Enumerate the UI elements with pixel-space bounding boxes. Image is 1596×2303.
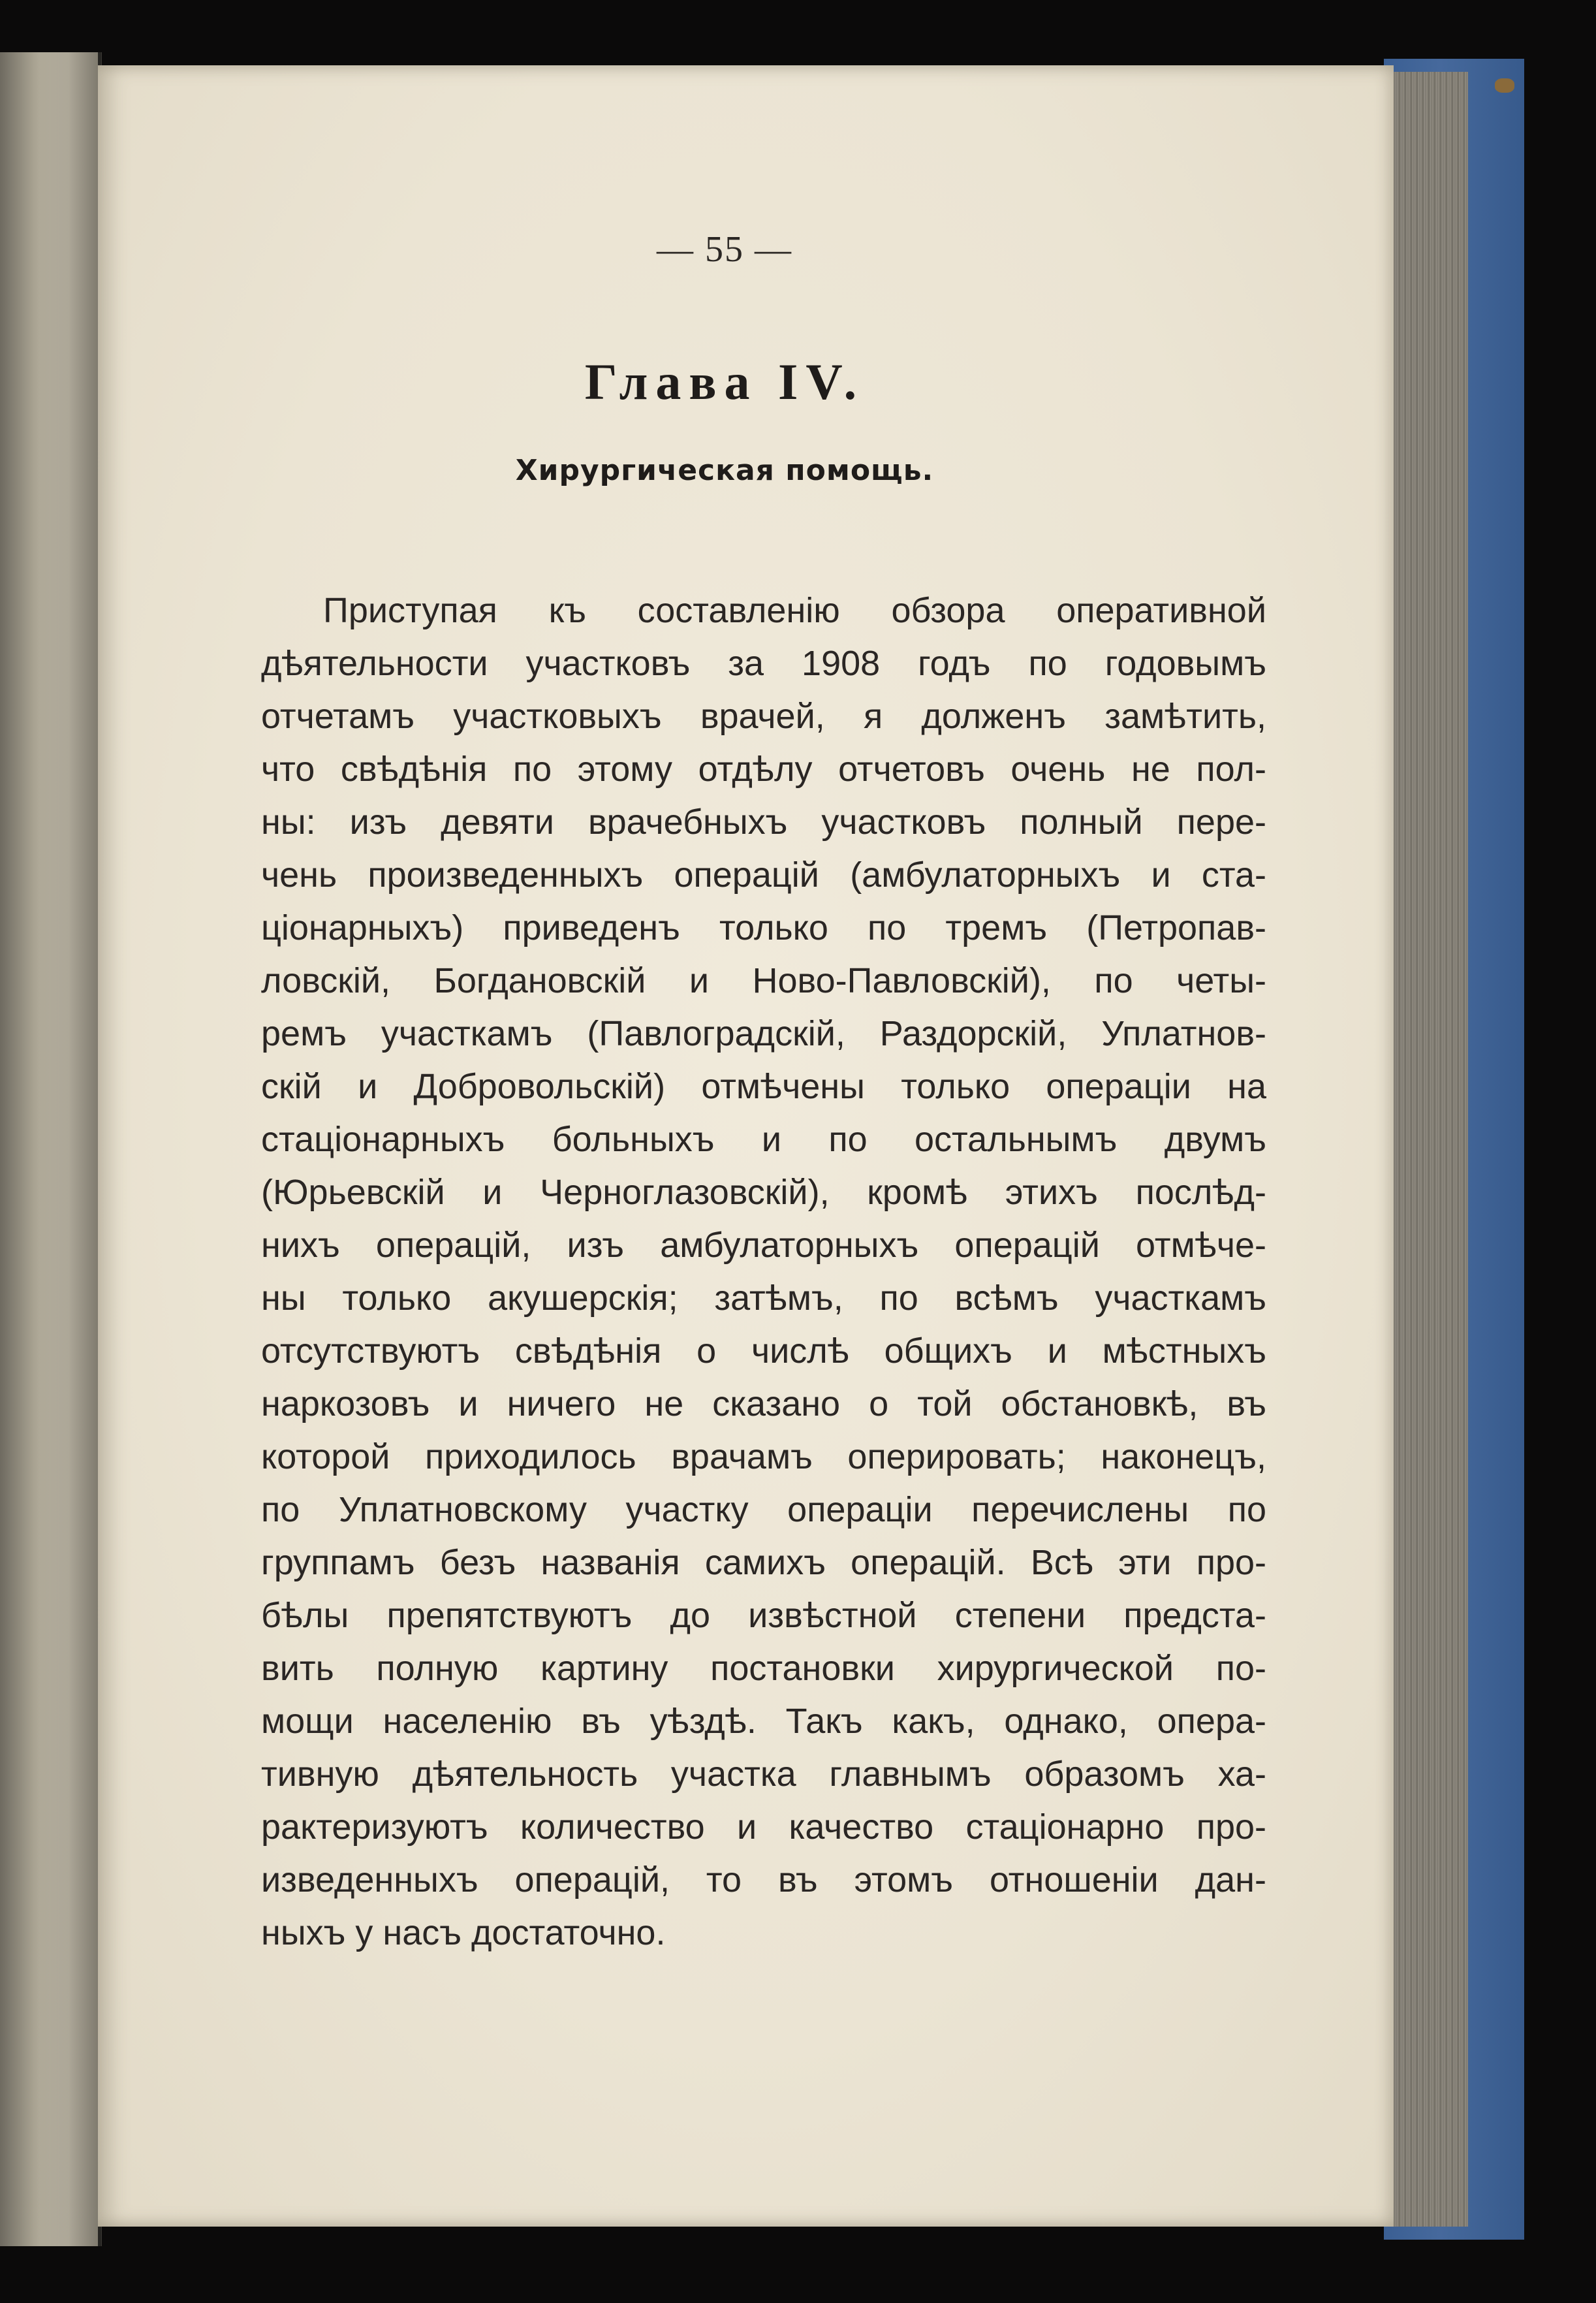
text-line: изведенныхъ операцій, то въ этомъ отношеніи дан-: [261, 1860, 1266, 1899]
text-line: стаціонарныхъ больныхъ и по остальнымъ двумъ: [261, 1120, 1266, 1159]
text-line: вить полную картину постановки хирургической по-: [261, 1649, 1266, 1688]
text-line: что свѣдѣнія по этому отдѣлу отчетовъ очень не пол-: [261, 750, 1266, 789]
text-line: скій и Добровольскій) отмѣчены только операціи на: [261, 1067, 1266, 1106]
body-paragraph: [261, 584, 1266, 1960]
text-line: нихъ операцій, изъ амбулаторныхъ операцій отмѣче-: [261, 1226, 1266, 1265]
text-line: отчетамъ участковыхъ врачей, я долженъ замѣтить,: [261, 697, 1266, 736]
book-page: [98, 65, 1394, 2227]
text-line: по Уплатновскому участку операціи перечислены по: [261, 1490, 1266, 1529]
text-line: группамъ безъ названія самихъ операцій. Всѣ эти про-: [261, 1543, 1266, 1582]
text-line: Приступая къ составленію обзора оперативной: [323, 591, 1266, 630]
text-line: которой приходилось врачамъ оперировать; наконецъ,: [261, 1437, 1266, 1476]
text-line: дѣятельности участковъ за 1908 годъ по годовымъ: [261, 644, 1266, 683]
text-line: ны только акушерскія; затѣмъ, по всѣмъ участкамъ: [261, 1279, 1266, 1318]
text-line: отсутствуютъ свѣдѣнія о числѣ общихъ и мѣстныхъ: [261, 1331, 1266, 1371]
chapter-title: Глава IV.: [584, 353, 865, 410]
text-line: ремъ участкамъ (Павлоградскій, Раздорскій, Уплатнов-: [261, 1014, 1266, 1053]
text-line: ловскій, Богдановскій и Ново-Павловскій), по четы-: [261, 961, 1266, 1000]
text-line: мощи населенію въ уѣздѣ. Такъ какъ, однако, опера-: [261, 1702, 1266, 1741]
text-line: рактеризуютъ количество и качество стаціонарно про-: [261, 1807, 1266, 1847]
text-line: ныхъ у насъ достаточно.: [261, 1913, 666, 1952]
page-number: — 55 —: [657, 229, 792, 270]
binding-corner-mark: [1495, 78, 1514, 93]
text-line: тивную дѣятельность участка главнымъ образомъ ха-: [261, 1755, 1266, 1794]
text-line: ны: изъ девяти врачебныхъ участковъ полный пере-: [261, 802, 1266, 842]
text-line: бѣлы препятствуютъ до извѣстной степени предста-: [261, 1596, 1266, 1635]
page-block-edges: [1387, 72, 1468, 2227]
text-line: чень произведенныхъ операцій (амбулаторныхъ и ста-: [261, 855, 1266, 895]
text-line: (Юрьевскій и Черноглазовскій), кромѣ этихъ послѣд-: [261, 1173, 1266, 1212]
text-line: ціонарныхъ) приведенъ только по тремъ (Петропав-: [261, 908, 1266, 947]
chapter-subtitle: Хирургическая помощь.: [515, 454, 934, 487]
gutter-shadow: [39, 52, 101, 2246]
text-line: наркозовъ и ничего не сказано о той обстановкѣ, въ: [261, 1384, 1266, 1423]
